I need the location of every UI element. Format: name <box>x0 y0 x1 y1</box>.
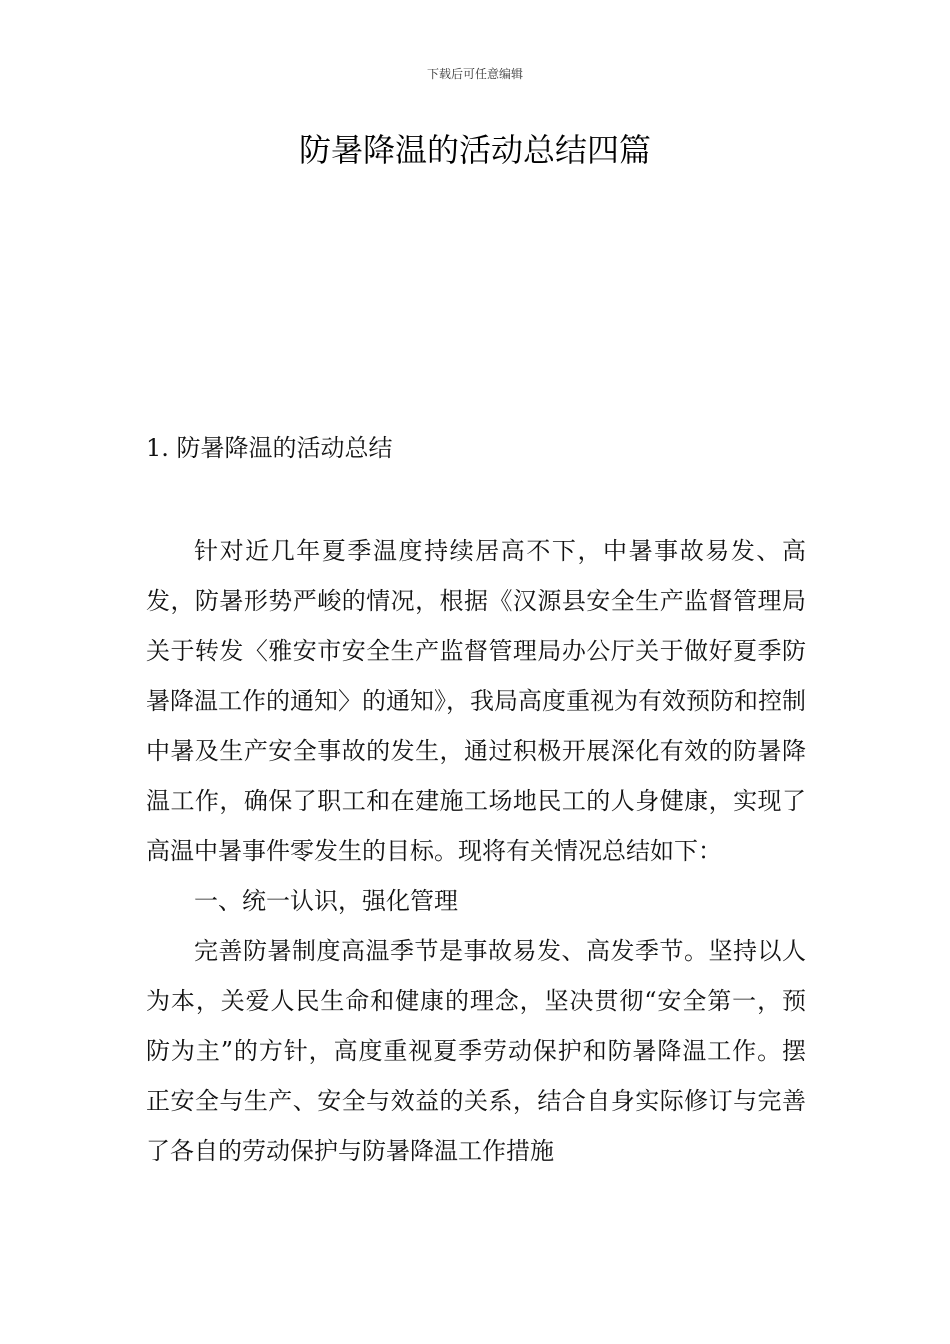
header-note: 下载后可任意编辑 <box>426 67 523 81</box>
paragraph-subheading: 一、统一认识，强化管理 <box>194 887 458 915</box>
document-title: 防暑降温的活动总结四篇 <box>298 131 651 169</box>
section-heading: 1. 防暑降温的活动总结 <box>146 434 393 462</box>
paragraph-intro: 针对近几年夏季温度持续居高不下，中暑事故易发、高发，防暑形势严峻的情况，根据《汉源县安全生产监督管理局关于转发〈雅安市安全生产监督管理局办公厅关于做好夏季防暑降温工作的通知〉的通知》，我局高度重视为有效预防和控制中暑及生产安全事故的发生，通过积极开展深化有效的防暑降温工作，确保了职工和在建施工场地民工的人身健康，实现了高温中暑事件零发生的目标。现将有关情况总结如下： <box>146 537 806 865</box>
paragraph-measures: 完善防暑制度高温季节是事故易发、高发季节。坚持以人为本，关爱人民生命和健康的理念，坚决贯彻“安全第一，预防为主”的方针，高度重视夏季劳动保护和防暑降温工作。摆正安全与生产、安全与效益的关系，结合自身实际修订与完善了各自的劳动保护与防暑降温工作措施 <box>146 937 806 1165</box>
body-text <box>146 526 806 1176</box>
